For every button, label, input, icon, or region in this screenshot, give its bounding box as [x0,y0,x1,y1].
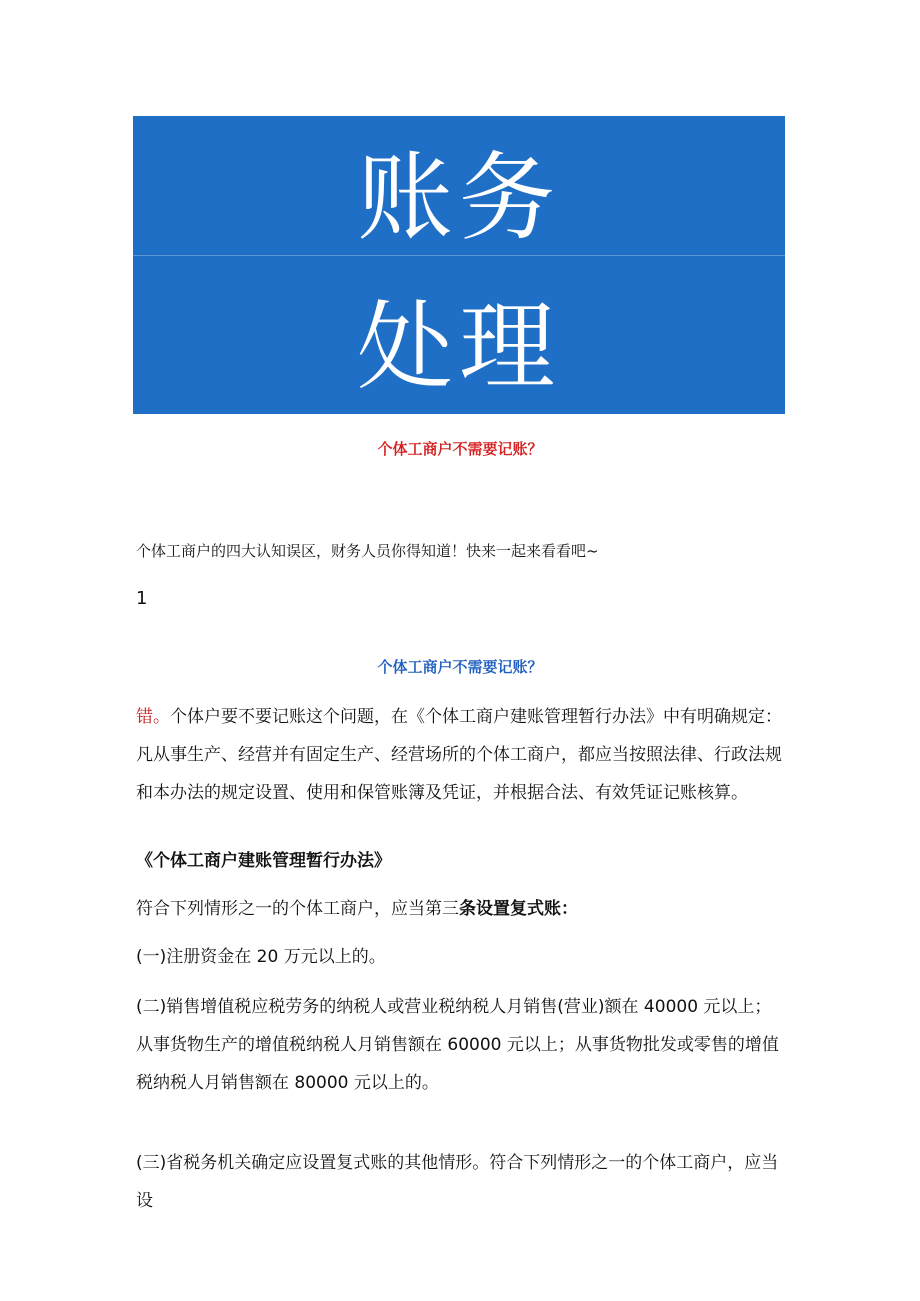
list-item-1: (一)注册资金在 20 万元以上的。 [136,947,386,967]
regulation-heading: 《个体工商户建账管理暂行办法》 [136,851,391,871]
wrong-marker: 错。 [136,707,170,727]
intro-text: 个体工商户的四大认知误区，财务人员你得知道！快来一起来看看吧~ [136,542,599,560]
conditions-text: 符合下列情形之一的个体工商户，应当第三 [136,899,459,919]
paragraph-answer-text: 个体户要不要记账这个问题，在《个体工商户建账管理暂行办法》中有明确规定：凡从事生产、经营并有固定生产、经营场所的个体工商户，都应当按照法律、行政法规和本办法的规定设置、使用和保管账簿及凭证，并根据合法、有效凭证记账核算。 [136,707,782,803]
paragraph-conditions [136,890,786,928]
section-title: 个体工商户不需要记账？ [377,658,543,676]
conditions-bold: 条设置复式账： [459,899,578,919]
paragraph-answer [136,698,786,812]
red-subtitle: 个体工商户不需要记账？ [377,440,543,458]
section-number: 1 [136,588,148,609]
banner-line-2: 处理 [357,291,561,403]
list-item-2: (二)销售增值税应税劳务的纳税人或营业税纳税人月销售(营业)额在 40000 元以上；从事货物生产的增值税纳税人月销售额在 60000 元以上；从事货物批发或零售的增值税纳税人月销售额在 80000 元以上的。 [136,997,779,1093]
banner-line-1: 账务 [357,142,561,254]
banner-divider [133,255,785,256]
list-item-3: (三)省税务机关确定应设置复式账的其他情形。符合下列情形之一的个体工商户，应当设 [136,1153,779,1211]
title-banner [133,116,785,414]
